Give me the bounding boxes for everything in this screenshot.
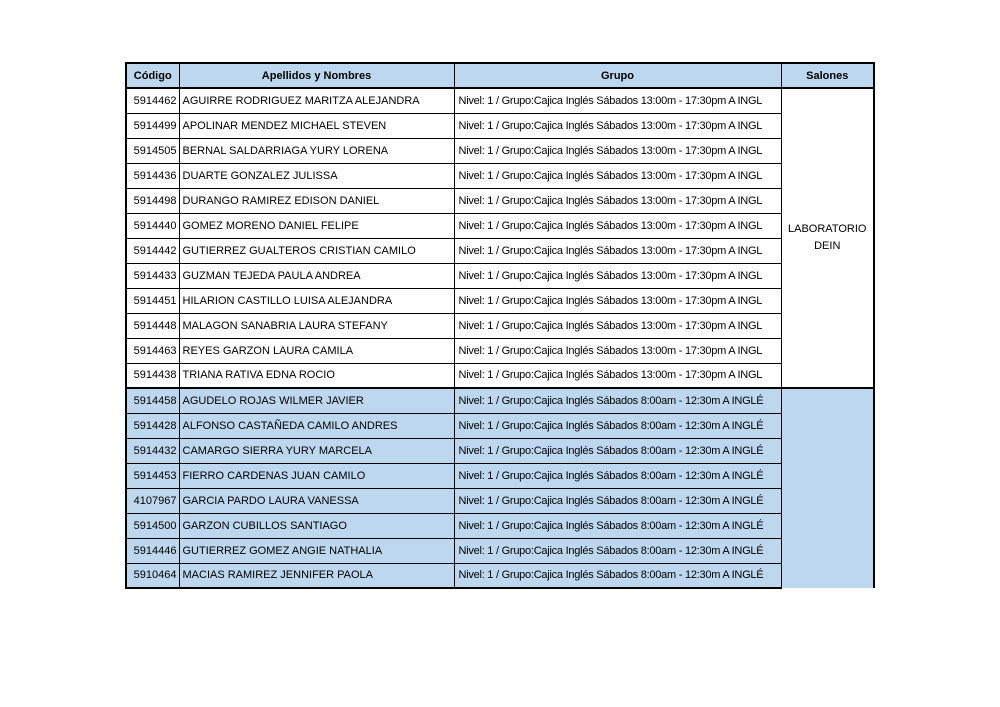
nombres-cell: TRIANA RATIVA EDNA ROCIO — [179, 363, 454, 388]
codigo-cell: 5914462 — [126, 88, 179, 113]
nombres-cell: BERNAL SALDARRIAGA YURY LORENA — [179, 138, 454, 163]
salones-merged-cell — [781, 388, 874, 588]
nombres-cell: CAMARGO SIERRA YURY MARCELA — [179, 438, 454, 463]
column-header-grupo: Grupo — [454, 63, 781, 88]
grupo-cell: Nivel: 1 / Grupo:Cajica Inglés Sábados 8:00am - 12:30m A INGLÉ — [454, 563, 781, 588]
table-row — [126, 438, 874, 463]
table-row — [126, 288, 874, 313]
nombres-cell: GUZMAN TEJEDA PAULA ANDREA — [179, 263, 454, 288]
column-header-nombres: Apellidos y Nombres — [179, 63, 454, 88]
grupo-cell: Nivel: 1 / Grupo:Cajica Inglés Sábados 8:00am - 12:30m A INGLÉ — [454, 388, 781, 413]
codigo-cell: 5914433 — [126, 263, 179, 288]
column-header-codigo: Código — [126, 63, 179, 88]
codigo-cell: 5914446 — [126, 538, 179, 563]
codigo-cell: 5914499 — [126, 113, 179, 138]
codigo-cell: 5914505 — [126, 138, 179, 163]
table-row — [126, 88, 874, 113]
codigo-cell: 5914438 — [126, 363, 179, 388]
table-row — [126, 338, 874, 363]
nombres-cell: GARZON CUBILLOS SANTIAGO — [179, 513, 454, 538]
codigo-cell: 5914498 — [126, 188, 179, 213]
grupo-cell: Nivel: 1 / Grupo:Cajica Inglés Sábados 8:00am - 12:30m A INGLÉ — [454, 413, 781, 438]
table-row — [126, 488, 874, 513]
codigo-cell: 5914440 — [126, 213, 179, 238]
nombres-cell: GARCIA PARDO LAURA VANESSA — [179, 488, 454, 513]
codigo-cell: 5914500 — [126, 513, 179, 538]
table-row — [126, 213, 874, 238]
nombres-cell: DUARTE GONZALEZ JULISSA — [179, 163, 454, 188]
codigo-cell: 5914432 — [126, 438, 179, 463]
grupo-cell: Nivel: 1 / Grupo:Cajica Inglés Sábados 13:00m - 17:30pm A INGL — [454, 288, 781, 313]
header-row — [126, 63, 874, 88]
student-schedule-table — [125, 62, 875, 589]
table-body — [126, 88, 874, 588]
nombres-cell: AGUIRRE RODRIGUEZ MARITZA ALEJANDRA — [179, 88, 454, 113]
nombres-cell: MALAGON SANABRIA LAURA STEFANY — [179, 313, 454, 338]
salones-merged-cell: LABORATORIO DEIN — [781, 88, 874, 388]
table-row — [126, 313, 874, 338]
table-row — [126, 138, 874, 163]
grupo-cell: Nivel: 1 / Grupo:Cajica Inglés Sábados 13:00m - 17:30pm A INGL — [454, 363, 781, 388]
codigo-cell: 5914458 — [126, 388, 179, 413]
grupo-cell: Nivel: 1 / Grupo:Cajica Inglés Sábados 8:00am - 12:30m A INGLÉ — [454, 463, 781, 488]
nombres-cell: GUTIERREZ GOMEZ ANGIE NATHALIA — [179, 538, 454, 563]
column-header-salones: Salones — [781, 63, 874, 88]
table-row — [126, 238, 874, 263]
nombres-cell: APOLINAR MENDEZ MICHAEL STEVEN — [179, 113, 454, 138]
nombres-cell: AGUDELO ROJAS WILMER JAVIER — [179, 388, 454, 413]
grupo-cell: Nivel: 1 / Grupo:Cajica Inglés Sábados 8:00am - 12:30m A INGLÉ — [454, 538, 781, 563]
grupo-cell: Nivel: 1 / Grupo:Cajica Inglés Sábados 13:00m - 17:30pm A INGL — [454, 138, 781, 163]
grupo-cell: Nivel: 1 / Grupo:Cajica Inglés Sábados 13:00m - 17:30pm A INGL — [454, 313, 781, 338]
grupo-cell: Nivel: 1 / Grupo:Cajica Inglés Sábados 13:00m - 17:30pm A INGL — [454, 238, 781, 263]
grupo-cell: Nivel: 1 / Grupo:Cajica Inglés Sábados 8:00am - 12:30m A INGLÉ — [454, 438, 781, 463]
table-row — [126, 463, 874, 488]
table-row — [126, 563, 874, 588]
codigo-cell: 5914448 — [126, 313, 179, 338]
table-row — [126, 263, 874, 288]
codigo-cell: 5914453 — [126, 463, 179, 488]
nombres-cell: ALFONSO CASTAÑEDA CAMILO ANDRES — [179, 413, 454, 438]
codigo-cell: 5914428 — [126, 413, 179, 438]
grupo-cell: Nivel: 1 / Grupo:Cajica Inglés Sábados 13:00m - 17:30pm A INGL — [454, 113, 781, 138]
codigo-cell: 4107967 — [126, 488, 179, 513]
codigo-cell: 5914451 — [126, 288, 179, 313]
nombres-cell: GUTIERREZ GUALTEROS CRISTIAN CAMILO — [179, 238, 454, 263]
nombres-cell: DURANGO RAMIREZ EDISON DANIEL — [179, 188, 454, 213]
table-row — [126, 188, 874, 213]
codigo-cell: 5914436 — [126, 163, 179, 188]
nombres-cell: GOMEZ MORENO DANIEL FELIPE — [179, 213, 454, 238]
codigo-cell: 5910464 — [126, 563, 179, 588]
grupo-cell: Nivel: 1 / Grupo:Cajica Inglés Sábados 13:00m - 17:30pm A INGL — [454, 263, 781, 288]
grupo-cell: Nivel: 1 / Grupo:Cajica Inglés Sábados 13:00m - 17:30pm A INGL — [454, 88, 781, 113]
grupo-cell: Nivel: 1 / Grupo:Cajica Inglés Sábados 13:00m - 17:30pm A INGL — [454, 213, 781, 238]
table-row — [126, 413, 874, 438]
nombres-cell: FIERRO CARDENAS JUAN CAMILO — [179, 463, 454, 488]
grupo-cell: Nivel: 1 / Grupo:Cajica Inglés Sábados 8:00am - 12:30m A INGLÉ — [454, 513, 781, 538]
table-row — [126, 538, 874, 563]
table-row — [126, 113, 874, 138]
nombres-cell: MACIAS RAMIREZ JENNIFER PAOLA — [179, 563, 454, 588]
grupo-cell: Nivel: 1 / Grupo:Cajica Inglés Sábados 13:00m - 17:30pm A INGL — [454, 338, 781, 363]
grupo-cell: Nivel: 1 / Grupo:Cajica Inglés Sábados 13:00m - 17:30pm A INGL — [454, 163, 781, 188]
nombres-cell: HILARION CASTILLO LUISA ALEJANDRA — [179, 288, 454, 313]
table-row — [126, 388, 874, 413]
nombres-cell: REYES GARZON LAURA CAMILA — [179, 338, 454, 363]
student-schedule-table-container — [125, 62, 875, 589]
codigo-cell: 5914463 — [126, 338, 179, 363]
table-row — [126, 163, 874, 188]
table-row — [126, 513, 874, 538]
grupo-cell: Nivel: 1 / Grupo:Cajica Inglés Sábados 13:00m - 17:30pm A INGL — [454, 188, 781, 213]
codigo-cell: 5914442 — [126, 238, 179, 263]
table-row — [126, 363, 874, 388]
grupo-cell: Nivel: 1 / Grupo:Cajica Inglés Sábados 8:00am - 12:30m A INGLÉ — [454, 488, 781, 513]
